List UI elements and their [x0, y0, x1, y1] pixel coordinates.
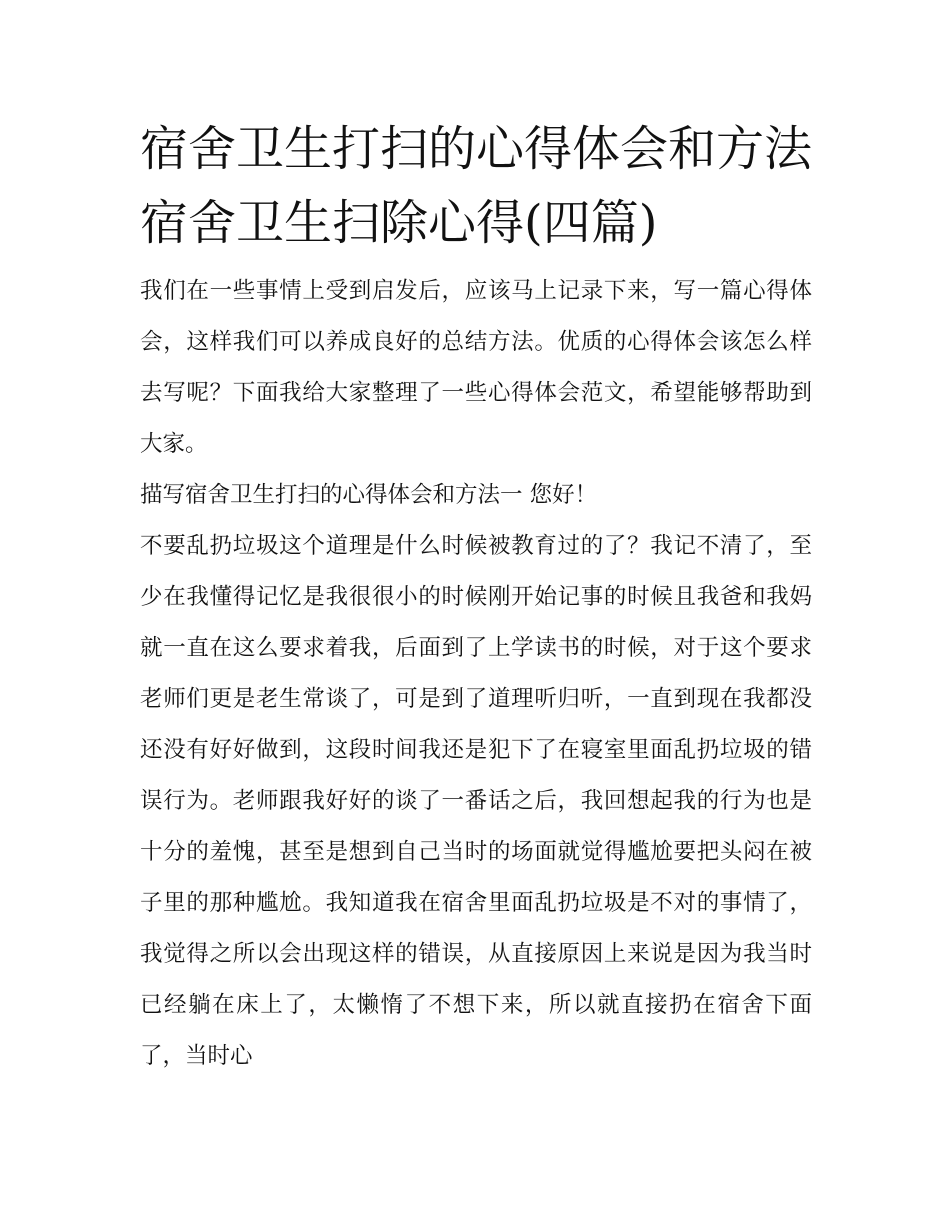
intro-paragraph: 我们在一些事情上受到启发后，应该马上记录下来，写一篇心得体会，这样我们可以养成良好的总结方法。优质的心得体会该怎么样去写呢？下面我给大家整理了一些心得体会范文，希望能够帮助到大家。	[140, 278, 812, 457]
body-paragraph: 不要乱扔垃圾这个道理是什么时候被教育过的了？我记不清了，至少在我懂得记忆是我很很小的时候刚开始记事的时候且我爸和我妈就一直在这么要求着我，后面到了上学读书的时候，对于这个要求老师们更是老生常谈了，可是到了道理听归听，一直到现在我都没还没有好好做到，这段时间我还是犯下了在寝室里面乱扔垃圾的错误行为。老师跟我好好的谈了一番话之后，我回想起我的行为也是十分的羞愧，甚至是想到自己当时的场面就觉得尴尬要把头闷在被子里的那种尴尬。我知道我在宿舍里面乱扔垃圾是不对的事情了，我觉得之所以会出现这样的错误，从直接原因上来说是因为我当时已经躺在床上了，太懒惰了不想下来，所以就直接扔在宿舍下面了，当时心	[140, 533, 812, 1069]
section-heading: 描写宿舍卫生打扫的心得体会和方法一 您好！	[140, 482, 598, 508]
document-title: 宿舍卫生打扫的心得体会和方法 宿舍卫生扫除心得(四篇)	[140, 121, 813, 251]
document-content	[140, 112, 812, 1082]
